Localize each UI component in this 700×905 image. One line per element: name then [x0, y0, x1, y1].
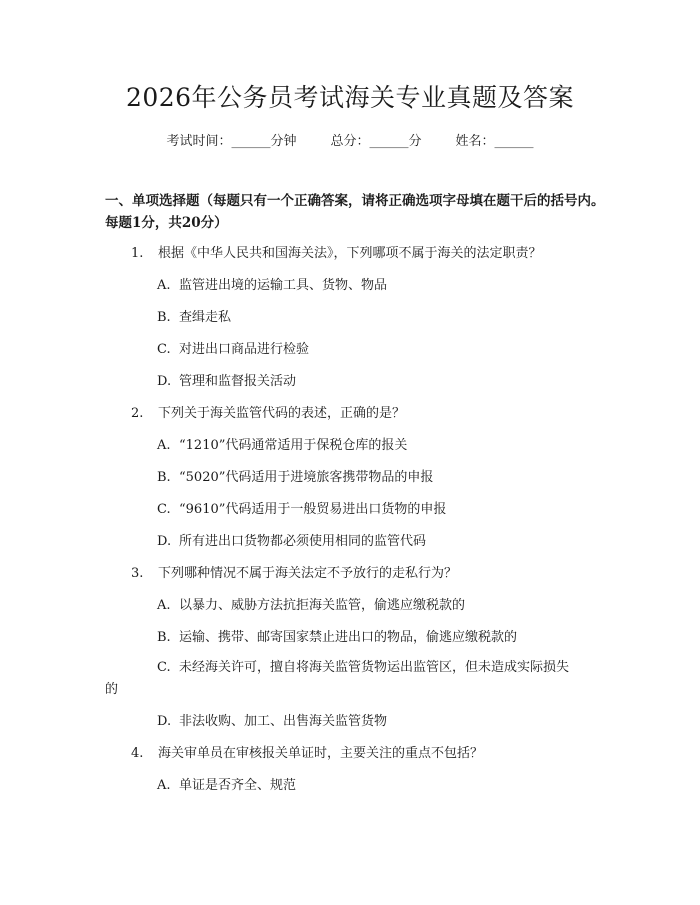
- question-3: [131, 564, 457, 584]
- option-text: “1210”代码通常适用于保税仓库的报关: [179, 438, 408, 453]
- option-text: 监管进出境的运输工具、货物、物品: [179, 278, 388, 293]
- option-text: “5020”代码适用于进境旅客携带物品的申报: [179, 470, 434, 485]
- option-text: 所有进出口货物都必须使用相同的监管代码: [179, 534, 427, 549]
- option-letter: C.: [157, 342, 171, 357]
- question-number: 2.: [131, 406, 144, 421]
- option-letter: B.: [157, 630, 171, 645]
- option-letter: C.: [157, 660, 171, 675]
- option-text: 非法收购、加工、出售海关监管货物: [179, 714, 388, 729]
- question-text: 下列关于海关监管代码的表述，正确的是？: [158, 406, 406, 421]
- option-text: 未经海关许可，擅自将海关监管货物运出监管区，但未造成实际损失: [179, 660, 570, 675]
- question-number: 4.: [131, 746, 144, 761]
- option-4a: [157, 776, 296, 796]
- option-1b: [157, 308, 231, 328]
- exam-time-field: 考试时间：______分钟: [166, 134, 297, 149]
- option-letter: D.: [157, 534, 172, 549]
- option-3a: [157, 596, 465, 616]
- question-2: [131, 404, 405, 424]
- option-3c: [157, 658, 569, 678]
- question-text: 根据《中华人民共和国海关法》，下列哪项不属于海关的法定职责？: [158, 246, 542, 261]
- option-text: 管理和监督报关活动: [179, 374, 297, 389]
- option-1c: [157, 340, 309, 360]
- option-2b: [157, 468, 433, 488]
- option-2c: [157, 500, 446, 520]
- option-3b: [157, 628, 517, 648]
- option-letter: A.: [157, 438, 171, 453]
- question-number: 1.: [131, 246, 144, 261]
- option-letter: A.: [157, 778, 171, 793]
- option-2a: [157, 436, 407, 456]
- question-1: [131, 244, 542, 264]
- option-2d: [157, 532, 426, 552]
- option-text: 查缉走私: [179, 310, 232, 325]
- option-letter: B.: [157, 470, 171, 485]
- option-letter: A.: [157, 598, 171, 613]
- option-letter: D.: [157, 714, 172, 729]
- section-heading: 一、单项选择题（每题只有一个正确答案，请将正确选项字母填在题干后的括号内。每题1分，共20分）: [105, 193, 605, 231]
- total-score-field: 总分：______分: [330, 134, 422, 149]
- question-number: 3.: [131, 566, 144, 581]
- question-text: 海关审单员在审核报关单证时，主要关注的重点不包括？: [158, 746, 484, 761]
- option-letter: D.: [157, 374, 172, 389]
- option-3d: [157, 712, 387, 732]
- option-text: 运输、携带、邮寄国家禁止进出口的物品，偷逃应缴税款的: [179, 630, 518, 645]
- option-1a: [157, 276, 387, 296]
- option-letter: B.: [157, 310, 171, 325]
- option-1d: [157, 372, 296, 392]
- option-text: 对进出口商品进行检验: [179, 342, 310, 357]
- option-3c-continuation: 的: [105, 682, 119, 697]
- option-text: 以暴力、威胁方法抗拒海关监管，偷逃应缴税款的: [179, 598, 466, 613]
- exam-meta: [0, 132, 700, 152]
- option-text: 单证是否齐全、规范: [179, 778, 297, 793]
- name-field: 姓名：______: [455, 134, 534, 149]
- question-text: 下列哪种情况不属于海关法定不予放行的走私行为？: [158, 566, 458, 581]
- option-letter: C.: [157, 502, 171, 517]
- question-4: [131, 744, 483, 764]
- option-text: “9610”代码适用于一般贸易进出口货物的申报: [179, 502, 447, 517]
- page-title: 2026年公务员考试海关专业真题及答案: [125, 83, 575, 112]
- option-letter: A.: [157, 278, 171, 293]
